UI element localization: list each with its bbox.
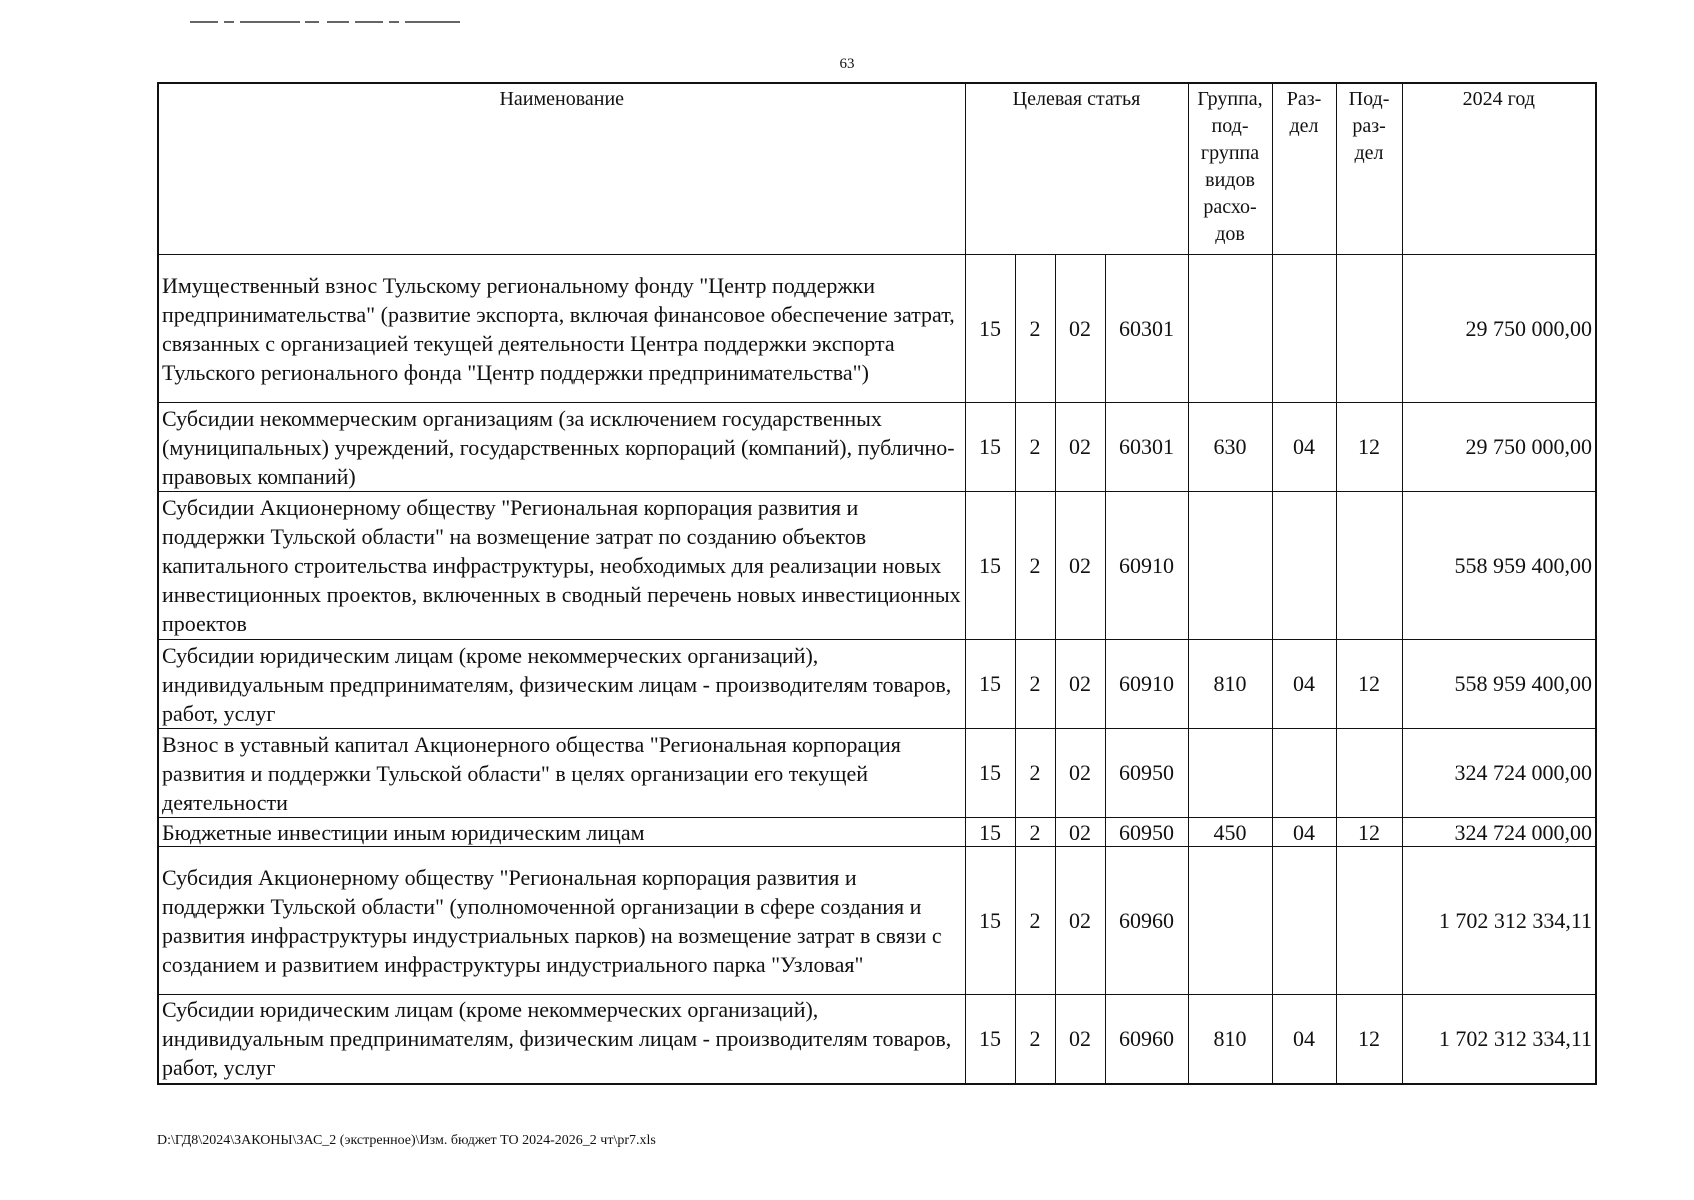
target-part-3: 02: [1055, 995, 1105, 1084]
section: [1272, 492, 1336, 640]
target-part-1: 15: [965, 818, 1015, 847]
expense-group: 810: [1188, 995, 1272, 1084]
subsection: 12: [1336, 818, 1402, 847]
table-row: [158, 847, 1596, 995]
row-name: Имущественный взнос Тульскому региональному фонду "Центр поддержки предпринимательства" (развитие экспорта, включая финансовое обеспечение затрат, связанных с организацией текущей деятельности Центра поддержки экспорта Тульского регионального фонда "Центр поддержки предпринимательства"): [158, 255, 965, 403]
target-part-4: 60950: [1105, 729, 1188, 818]
subsection: [1336, 729, 1402, 818]
target-part-1: 15: [965, 640, 1015, 729]
header-group-line: видов: [1205, 169, 1255, 191]
target-part-3: 02: [1055, 255, 1105, 403]
table-header-row: [158, 83, 1596, 255]
expense-group: 630: [1188, 403, 1272, 492]
header-subsection-line: дел: [1354, 142, 1384, 164]
file-path-footer: D:\ГД8\2024\ЗАКОНЫ\ЗАС_2 (экстренное)\Изм. бюджет ТО 2024-2026_2 чт\pr7.xls: [157, 1133, 656, 1148]
amount-2024: 324 724 000,00: [1402, 729, 1596, 818]
scan-artifact-line: [190, 18, 460, 26]
row-name: Субсидии Акционерному обществу "Региональная корпорация развития и поддержки Тульской области" на возмещение затрат по созданию объектов капитального строительства инфраструктуры, необходимых для реализации новых инвестиционных проектов, включенных в сводный перечень новых инвестиционных проектов: [158, 492, 965, 640]
row-name: Бюджетные инвестиции иным юридическим лицам: [158, 818, 965, 847]
page-number: 63: [839, 56, 855, 72]
section: 04: [1272, 818, 1336, 847]
target-part-4: 60910: [1105, 640, 1188, 729]
table-row: [158, 995, 1596, 1084]
row-name: Субсидии некоммерческим организациям (за исключением государственных (муниципальных) учреждений, государственных корпораций (компаний), публично-правовых компаний): [158, 403, 965, 492]
target-part-2: 2: [1015, 818, 1055, 847]
header-section: [1272, 83, 1336, 255]
target-part-3: 02: [1055, 729, 1105, 818]
amount-2024: 1 702 312 334,11: [1402, 995, 1596, 1084]
table-row: [158, 255, 1596, 403]
target-part-2: 2: [1015, 255, 1055, 403]
target-part-4: 60301: [1105, 255, 1188, 403]
amount-2024: 29 750 000,00: [1402, 403, 1596, 492]
amount-2024: 29 750 000,00: [1402, 255, 1596, 403]
section: [1272, 729, 1336, 818]
amount-2024: 558 959 400,00: [1402, 640, 1596, 729]
expense-group: [1188, 255, 1272, 403]
target-part-4: 60960: [1105, 847, 1188, 995]
subsection: [1336, 492, 1402, 640]
section: [1272, 255, 1336, 403]
expense-group: [1188, 729, 1272, 818]
subsection: 12: [1336, 403, 1402, 492]
header-year: 2024 год: [1402, 83, 1596, 255]
subsection: [1336, 255, 1402, 403]
target-part-4: 60301: [1105, 403, 1188, 492]
target-part-3: 02: [1055, 640, 1105, 729]
target-part-1: 15: [965, 995, 1015, 1084]
header-expense-group: [1188, 83, 1272, 255]
row-name: Субсидия Акционерному обществу "Региональная корпорация развития и поддержки Тульской области" (уполномоченной организации в сфере создания и развития инфраструктуры индустриальных парков) на возмещение затрат в связи с созданием и развитием инфраструктуры индустриального парка "Узловая": [158, 847, 965, 995]
header-group-line: Группа,: [1197, 88, 1263, 110]
section: 04: [1272, 640, 1336, 729]
target-part-1: 15: [965, 255, 1015, 403]
target-part-4: 60950: [1105, 818, 1188, 847]
amount-2024: 558 959 400,00: [1402, 492, 1596, 640]
row-name: Взнос в уставный капитал Акционерного общества "Региональная корпорация развития и поддержки Тульской области" в целях организации его текущей деятельности: [158, 729, 965, 818]
expense-group: [1188, 492, 1272, 640]
target-part-3: 02: [1055, 818, 1105, 847]
header-subsection-line: раз-: [1352, 115, 1386, 137]
target-part-1: 15: [965, 729, 1015, 818]
expense-group: 810: [1188, 640, 1272, 729]
section: 04: [1272, 403, 1336, 492]
header-subsection-line: Под-: [1348, 88, 1390, 110]
table-row: [158, 640, 1596, 729]
header-group-line: группа: [1200, 142, 1260, 164]
header-section-line: дел: [1289, 115, 1319, 137]
amount-2024: 324 724 000,00: [1402, 818, 1596, 847]
target-part-2: 2: [1015, 847, 1055, 995]
header-group-line: под-: [1211, 115, 1249, 137]
target-part-3: 02: [1055, 847, 1105, 995]
subsection: 12: [1336, 640, 1402, 729]
header-subsection: [1336, 83, 1402, 255]
header-group-line: дов: [1215, 223, 1245, 245]
table-row: [158, 403, 1596, 492]
target-part-1: 15: [965, 847, 1015, 995]
header-target-article: Целевая статья: [965, 83, 1188, 255]
table-row: [158, 729, 1596, 818]
target-part-1: 15: [965, 403, 1015, 492]
target-part-2: 2: [1015, 640, 1055, 729]
header-name: Наименование: [158, 83, 965, 255]
table-row: [158, 818, 1596, 847]
table-row: [158, 492, 1596, 640]
target-part-1: 15: [965, 492, 1015, 640]
row-name: Субсидии юридическим лицам (кроме некоммерческих организаций), индивидуальным предпринимателям, физическим лицам - производителям товаров, работ, услуг: [158, 640, 965, 729]
target-part-2: 2: [1015, 729, 1055, 818]
expense-group: 450: [1188, 818, 1272, 847]
target-part-2: 2: [1015, 403, 1055, 492]
target-part-2: 2: [1015, 492, 1055, 640]
section: [1272, 847, 1336, 995]
amount-2024: 1 702 312 334,11: [1402, 847, 1596, 995]
target-part-3: 02: [1055, 403, 1105, 492]
header-group-line: расхо-: [1203, 196, 1257, 218]
target-part-4: 60910: [1105, 492, 1188, 640]
budget-table: [157, 82, 1597, 1085]
subsection: [1336, 847, 1402, 995]
target-part-2: 2: [1015, 995, 1055, 1084]
header-section-line: Раз-: [1286, 88, 1322, 110]
target-part-4: 60960: [1105, 995, 1188, 1084]
subsection: 12: [1336, 995, 1402, 1084]
target-part-3: 02: [1055, 492, 1105, 640]
section: 04: [1272, 995, 1336, 1084]
row-name: Субсидии юридическим лицам (кроме некоммерческих организаций), индивидуальным предпринимателям, физическим лицам - производителям товаров, работ, услуг: [158, 995, 965, 1084]
expense-group: [1188, 847, 1272, 995]
